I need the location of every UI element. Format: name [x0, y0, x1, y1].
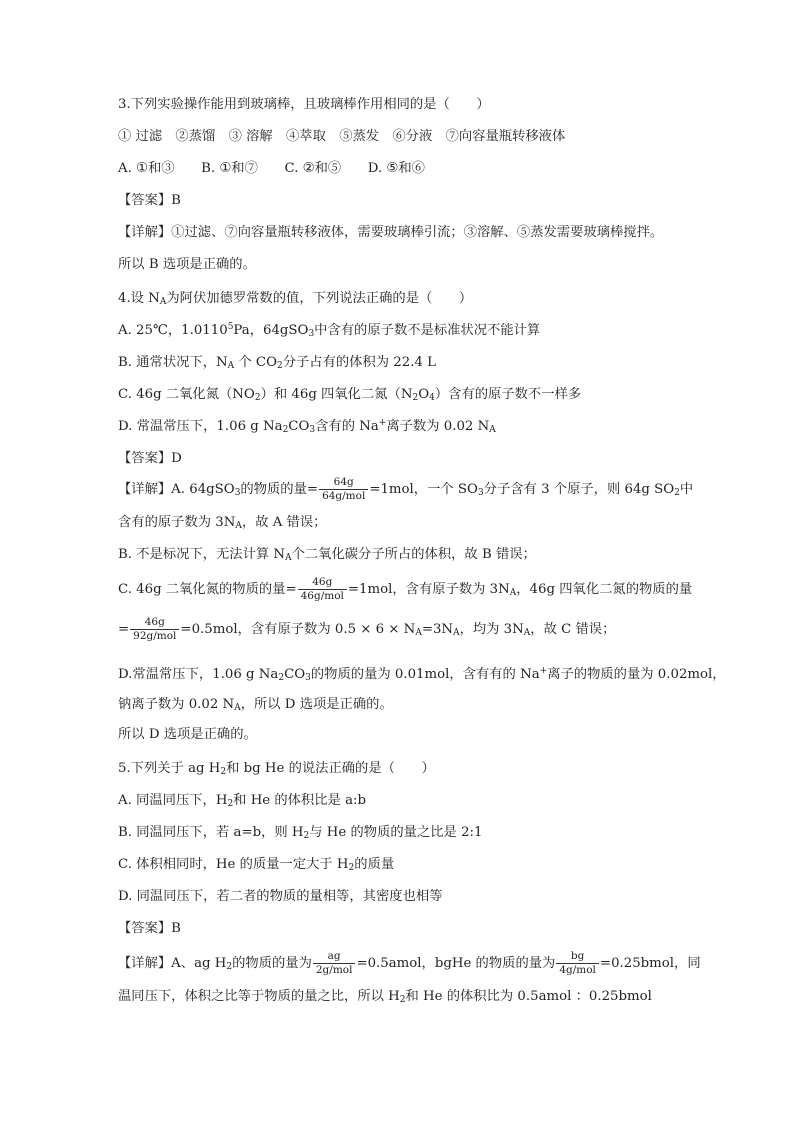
q3-items: ① 过滤 ②蒸馏 ③ 溶解 ④萃取 ⑤蒸发 ⑥分液 ⑦向容量瓶转移液体 [118, 129, 566, 144]
q5-option-d: D. 同温同压下，若二者的物质的量相等，其密度也相等 [118, 889, 443, 904]
fraction: $\frac{46g}{\text{46g/mol}}$ [298, 576, 347, 603]
q3-detail: 【详解】①过滤、⑦向容量瓶转移液体，需要玻璃棒引流；③溶解、⑤蒸发需要玻璃棒搅拌。 [118, 225, 664, 240]
q3-stem: 3.下列实验操作能用到玻璃棒，且玻璃棒作用相同的是（ ） [118, 97, 490, 112]
q4-answer: 【答案】D [118, 451, 182, 466]
q5-answer: 【答案】B [118, 921, 181, 936]
q5-detail: 【详解】A、ag $H_2$的物质的量为 $\frac{ag}{\text{2g/mol}}$ =0.5amol，bgHe 的物质的量为 $\frac{bg}{\text{4g/mol}}$ =0.25bmol，同 [118, 950, 701, 976]
q5-detail-cont: 温同压下，体积之比等于物质的量之比，所以 $H_2$和 He 的体积比为 0.5amol ：0.25bmol [118, 989, 652, 1005]
q3-detail-conclusion: 所以 B 选项是正确的。 [118, 257, 256, 272]
fraction: $\frac{46g}{\text{92g/mol}}$ [130, 616, 179, 643]
q4-conclusion: 所以 D 选项是正确的。 [118, 727, 257, 742]
q5-option-a: A. 同温同压下，$H_2$和 He 的体积比是 a:b [118, 793, 367, 809]
q4-option-a: A. 25℃，1.0110$^5$Pa，64gSO$_3$中含有的原子数不是标准状况不能计算 [118, 322, 541, 339]
fraction: $\frac{bg}{\text{4g/mol}}$ [556, 950, 599, 977]
q5-stem: 5.下列关于 ag $H_2$和 bg He 的说法正确的是（ ） [118, 761, 435, 777]
q3-answer: 【答案】B [118, 193, 181, 208]
q4-stem: 4.设 $N_A$为阿伏加德罗常数的值，下列说法正确的是（ ） [118, 291, 473, 307]
fraction: $\frac{ag}{\text{2g/mol}}$ [313, 950, 356, 977]
q4-option-d: D. 常温常压下，1.06 g $Na_2CO_3$含有的 Na+离子数为 0.02 $N_A$ [118, 418, 496, 435]
q4-detail-c-cont: = $\frac{46g}{\text{92g/mol}}$ =0.5mol，含有原子数为 $0.5 \times 6 \times N_A=3N_A$，均为 $3N_A$，故 C 错误； [118, 616, 616, 642]
q4-detail-d: D.常温常压下，1.06 g $Na_2CO_3$的物质的量为 0.01mol，含有有的 Na+离子的物质的量为 0.02mol， [118, 666, 726, 683]
q4-option-b: B. 通常状况下，$N_A$ 个 $CO_2$分子占有的体积为 22.4 L [118, 355, 436, 371]
q4-option-c: C. 46g 二氧化氮$(NO_2)$和 46g 四氧化二氮$(N_2O_4)$含有的原子数不一样多 [118, 387, 582, 403]
q5-option-c: C. 体积相同时，He 的质量一定大于 $H_2$的质量 [118, 857, 395, 873]
fraction: $\frac{64g}{\text{64g/mol}}$ [319, 476, 368, 503]
q4-detail-b: B. 不是标况下，无法计算 $N_A$个二氧化碳分子所占的体积，故 B 错误； [118, 547, 536, 563]
q3-options: A. ①和③ B. ①和⑦ C. ②和⑤ D. ⑤和⑥ [118, 161, 425, 176]
q4-detail-c: C. 46g 二氧化氮的物质的量= $\frac{46g}{\text{46g/mol}}$ =1mol，含有原子数为 $3N_A$，46g 四氧化二氮的物质的量 [118, 576, 693, 602]
q4-detail-a: 【详解】A. 64gSO$_3$的物质的量= $\frac{64g}{\text{64g/mol}}$ =1mol，一个 $SO_3$分子含有 3 个原子，则 64g $SO_2$中 [118, 476, 694, 502]
q4-detail-d-cont: 钠离子数为 0.02 $N_A$，所以 D 选项是正确的。 [118, 697, 393, 713]
q5-option-b: B. 同温同压下，若 a=b，则 $H_2$与 He 的物质的量之比是 2:1 [118, 825, 483, 841]
q4-detail-a-cont: 含有的原子数为 $3N_A$，故 A 错误； [118, 515, 327, 531]
